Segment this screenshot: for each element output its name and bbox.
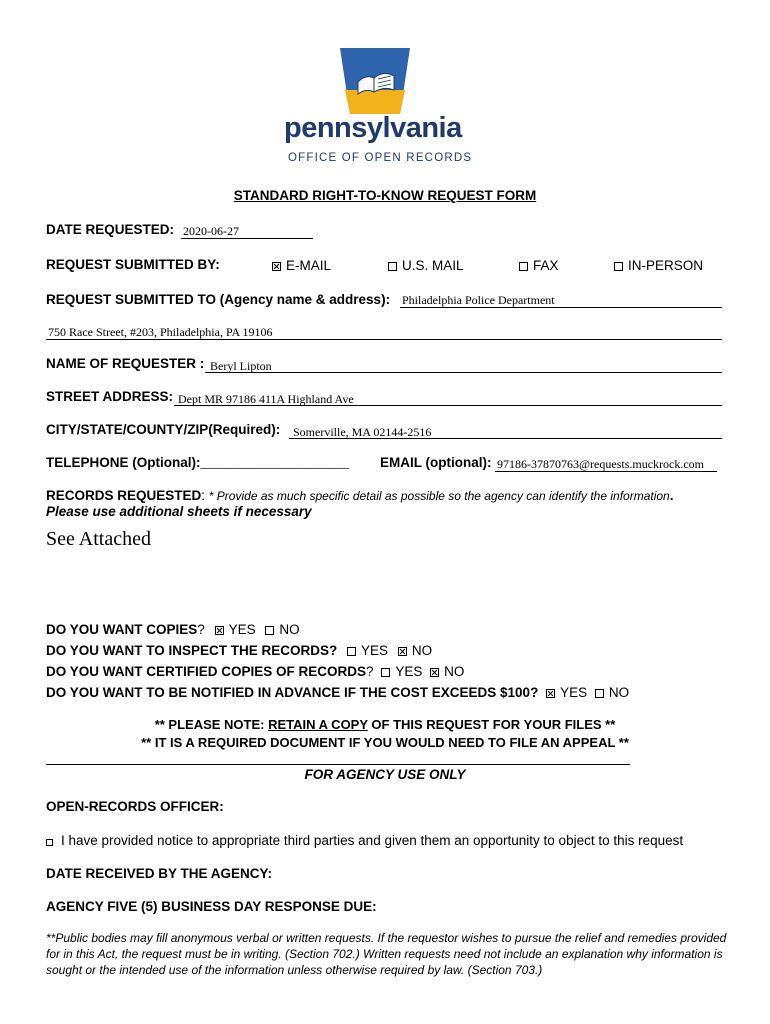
agency-address-underline — [46, 339, 722, 340]
option-email[interactable] — [272, 258, 331, 273]
agency-use-heading: FOR AGENCY USE ONLY — [304, 767, 466, 782]
records-sheets-note: Please use additional sheets if necessary — [46, 504, 312, 519]
in-person-checkbox[interactable] — [614, 262, 623, 271]
third-party-checkbox[interactable] — [46, 839, 53, 846]
question-notify-cost: DO YOU WANT TO BE NOTIFIED IN ADVANCE IF THE COST EXCEEDS $100? YES NO — [46, 685, 630, 700]
records-requested-line: RECORDS REQUESTED: * Provide as much specific detail as possible so the agency can identify the information. — [46, 488, 674, 503]
submitted-to-label: REQUEST SUBMITTED TO (Agency name & address): — [46, 292, 391, 307]
form-title: STANDARD RIGHT-TO-KNOW REQUEST FORM — [233, 188, 537, 203]
agency-divider — [46, 764, 630, 765]
date-received-label: DATE RECEIVED BY THE AGENCY: — [46, 866, 273, 881]
certified-yes-checkbox[interactable] — [381, 668, 390, 677]
records-label: RECORDS REQUESTED — [46, 488, 202, 503]
records-hint-end: . — [669, 488, 674, 503]
option-fax-label: FAX — [533, 258, 559, 273]
requester-name-value[interactable]: Beryl Lipton — [210, 359, 272, 373]
third-party-text: I have provided notice to appropriate third parties and given them an opportunity to object to this request — [61, 833, 684, 848]
open-records-officer-label: OPEN-RECORDS OFFICER: — [46, 799, 224, 814]
option-us-mail[interactable] — [388, 258, 464, 273]
records-hint: * Provide as much specific detail as possible so the agency can identify the information — [208, 489, 670, 503]
certified-no-checkbox[interactable] — [430, 668, 439, 677]
public-bodies-footnote: **Public bodies may fill anonymous verbal or written requests. If the requestor wishes to pursue the relief and remedies provided for in this Act, the request must be in writing. (Section 702.) Written requests need not include an explanation why information is sought or the intended use of the information unless otherwise required by law. (Section 703.) — [46, 931, 727, 977]
requester-name-underline — [205, 372, 722, 373]
inspect-yes-checkbox[interactable] — [347, 647, 356, 656]
notify-yes-checkbox[interactable] — [546, 689, 555, 698]
agency-address-value[interactable]: 750 Race Street, #203, Philadelphia, PA 19106 — [48, 325, 273, 339]
telephone-blank[interactable]: ______________________ — [200, 455, 349, 470]
copies-yes-checkbox[interactable] — [215, 626, 224, 635]
city-value[interactable]: Somerville, MA 02144-2516 — [293, 425, 432, 439]
requester-name-label: NAME OF REQUESTER : — [46, 356, 205, 371]
logo-subtitle: OFFICE OF OPEN RECORDS — [288, 152, 473, 164]
response-due-label: AGENCY FIVE (5) BUSINESS DAY RESPONSE DUE: — [46, 899, 377, 914]
street-label: STREET ADDRESS: — [46, 389, 174, 404]
notify-no-checkbox[interactable] — [595, 689, 604, 698]
question-certified: DO YOU WANT CERTIFIED COPIES OF RECORDS? YES NO — [46, 664, 465, 679]
option-us-mail-label: U.S. MAIL — [402, 258, 464, 273]
date-requested-value[interactable]: 2020-06-27 — [183, 224, 239, 238]
submitted-to-value[interactable]: Philadelphia Police Department — [402, 293, 555, 307]
email-label: EMAIL (optional): — [380, 455, 492, 470]
email-checkbox[interactable] — [272, 262, 281, 271]
option-fax[interactable] — [519, 258, 559, 273]
city-underline — [289, 438, 722, 439]
option-in-person-label: IN-PERSON — [628, 258, 704, 273]
option-in-person[interactable] — [614, 258, 703, 273]
submitted-by-label: REQUEST SUBMITTED BY: — [46, 257, 220, 272]
us-mail-checkbox[interactable] — [388, 262, 397, 271]
email-underline — [495, 471, 717, 472]
copies-no-checkbox[interactable] — [265, 626, 274, 635]
street-underline — [174, 405, 722, 406]
third-party-notice — [46, 833, 683, 848]
telephone-label: TELEPHONE (Optional):______________________ — [46, 455, 349, 470]
question-inspect: DO YOU WANT TO INSPECT THE RECORDS? YES NO — [46, 643, 433, 658]
retain-copy-note: ** PLEASE NOTE: RETAIN A COPY OF THIS REQUEST FOR YOUR FILES ** — [154, 717, 616, 732]
street-value[interactable]: Dept MR 97186 411A Highland Ave — [178, 392, 354, 406]
submitted-to-underline — [400, 307, 722, 308]
email-value[interactable]: 97186-37870763@requests.muckrock.com — [497, 457, 705, 471]
fax-checkbox[interactable] — [519, 262, 528, 271]
date-requested-underline — [181, 238, 313, 239]
logo-wordmark: pennsylvania — [284, 112, 462, 144]
city-label: CITY/STATE/COUNTY/ZIP(Required): — [46, 422, 281, 437]
question-copies: DO YOU WANT COPIES? YES NO — [46, 622, 300, 637]
appeal-note: ** IT IS A REQUIRED DOCUMENT IF YOU WOULD NEED TO FILE AN APPEAL ** — [141, 735, 629, 750]
pa-keystone-logo — [340, 48, 410, 114]
records-requested-value[interactable]: See Attached — [46, 528, 151, 550]
inspect-no-checkbox[interactable] — [398, 647, 407, 656]
option-email-label: E-MAIL — [286, 258, 332, 273]
date-requested-label: DATE REQUESTED: — [46, 222, 175, 237]
